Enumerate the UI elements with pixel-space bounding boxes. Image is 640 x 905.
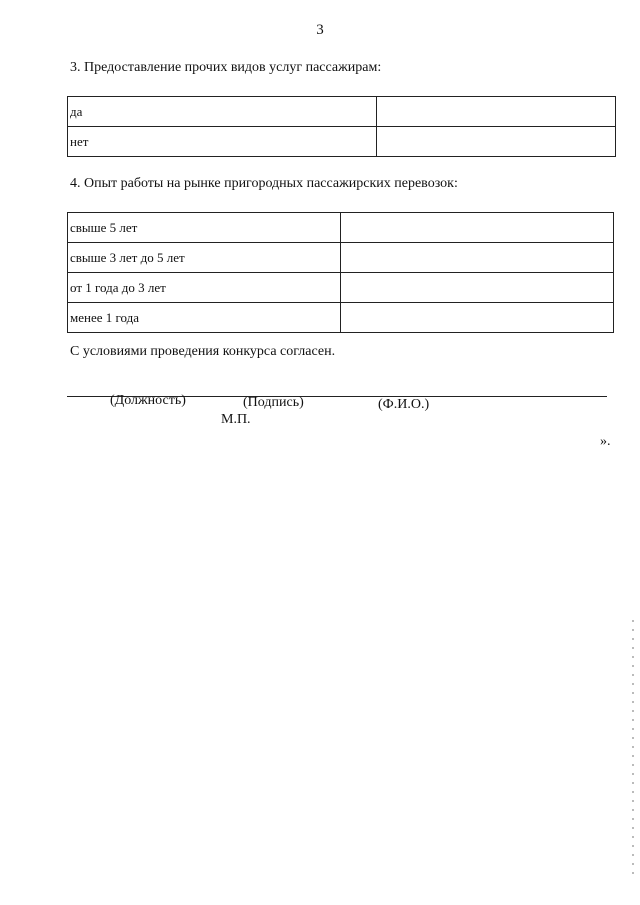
page-number: 3: [316, 22, 324, 38]
row-label: от 1 года до 3 лет: [68, 273, 341, 303]
table-row: [68, 243, 614, 273]
scan-edge-marks: [632, 620, 634, 880]
table-row: [68, 97, 616, 127]
row-label: нет: [68, 127, 377, 157]
row-label: свыше 5 лет: [68, 213, 341, 243]
agreement-statement: С условиями проведения конкурса согласен.: [70, 344, 336, 359]
section-4-heading: 4. Опыт работы на рынке пригородных пассажирских перевозок:: [70, 176, 458, 191]
row-label: менее 1 года: [68, 303, 341, 333]
row-value-cell: [377, 97, 616, 127]
closing-quote: ».: [600, 434, 611, 449]
row-value-cell: [341, 213, 614, 243]
row-value-cell: [341, 303, 614, 333]
position-caption: (Должность): [110, 393, 186, 408]
services-table: [67, 96, 616, 157]
name-caption: (Ф.И.О.): [378, 397, 430, 412]
stamp-caption: М.П.: [221, 412, 251, 427]
table-row: [68, 303, 614, 333]
row-label: свыше 3 лет до 5 лет: [68, 243, 341, 273]
section-3-heading: 3. Предоставление прочих видов услуг пассажирам:: [70, 60, 382, 75]
table-row: [68, 127, 616, 157]
row-value-cell: [377, 127, 616, 157]
row-value-cell: [341, 243, 614, 273]
experience-table: [67, 212, 614, 333]
signature-caption: (Подпись): [243, 395, 304, 410]
row-value-cell: [341, 273, 614, 303]
row-label: да: [68, 97, 377, 127]
table-row: [68, 213, 614, 243]
table-row: [68, 273, 614, 303]
